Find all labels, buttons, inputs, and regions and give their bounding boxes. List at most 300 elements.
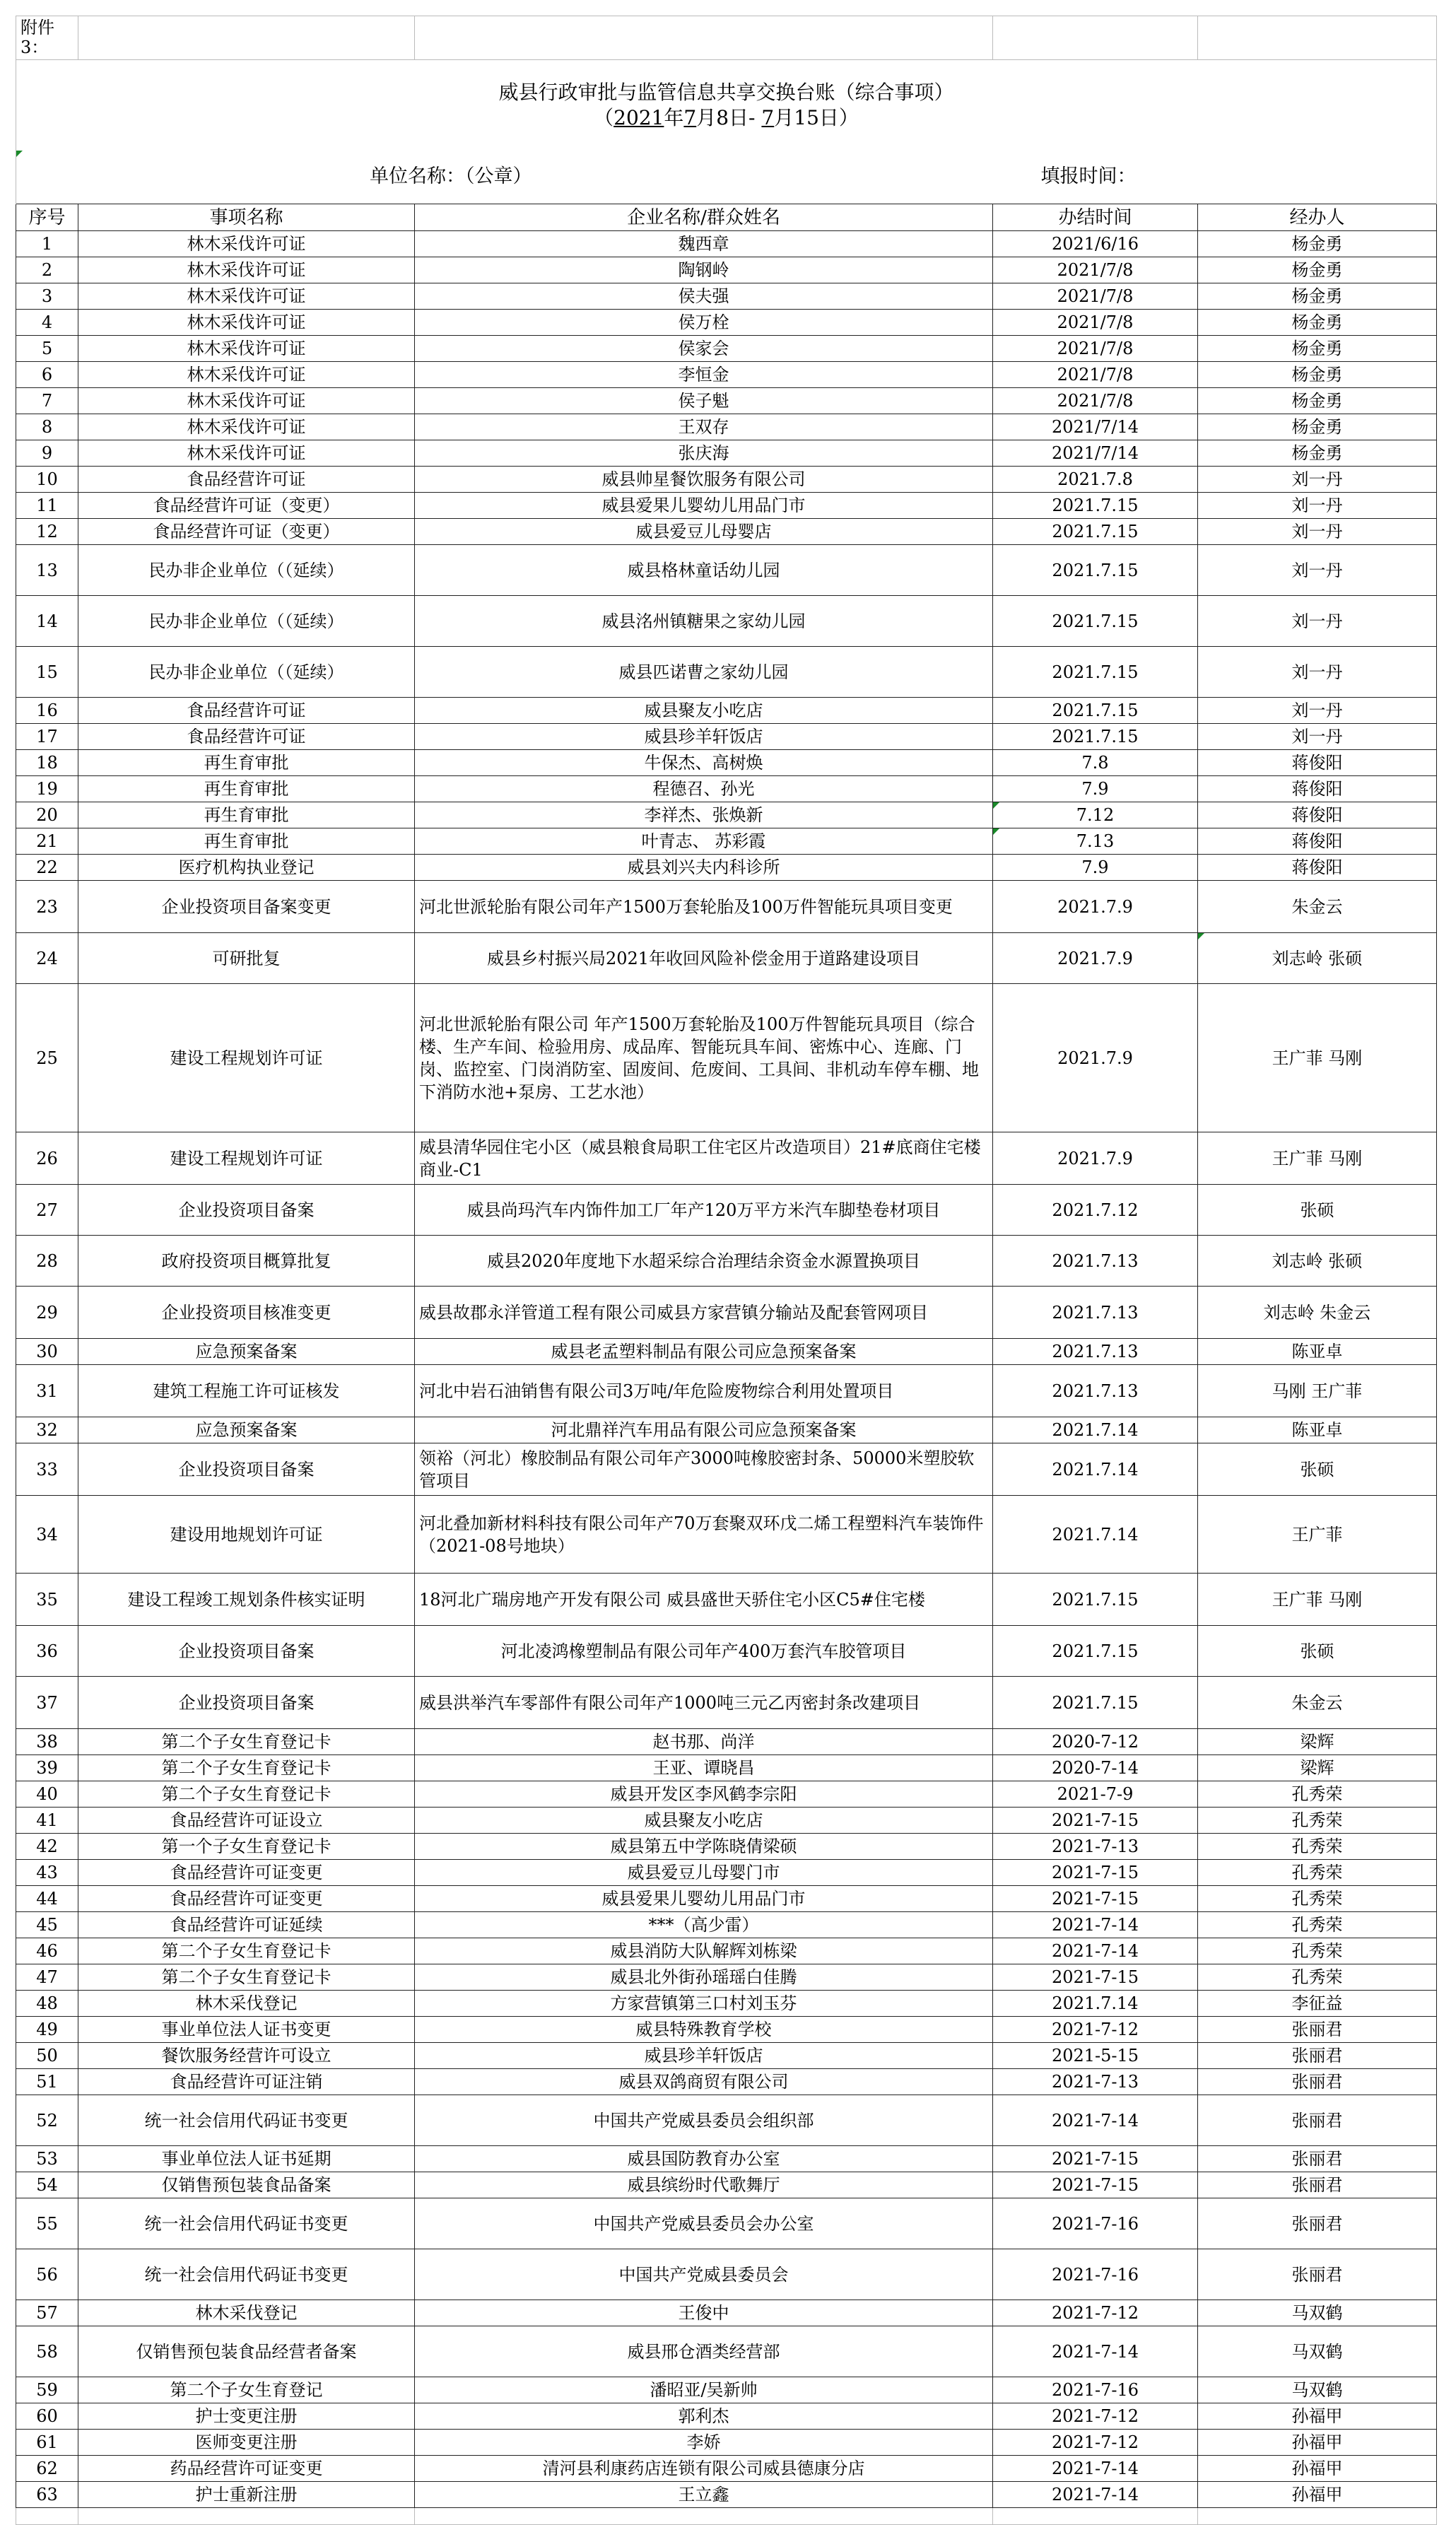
row-item-name: 第二个子女生育登记卡: [78, 1964, 415, 1991]
row-item-name: 再生育审批: [78, 828, 415, 855]
row-handler: 杨金勇: [1198, 310, 1437, 336]
row-item-name: 林木采伐许可证: [78, 257, 415, 283]
row-handler: 杨金勇: [1198, 283, 1437, 310]
row-date: 2021-7-15: [993, 1886, 1198, 1912]
row-date: 2021.7.15: [993, 545, 1198, 596]
row-item-name: 应急预案备案: [78, 1417, 415, 1443]
row-index: 12: [16, 519, 78, 545]
row-handler: 张丽君: [1198, 2043, 1437, 2069]
table-row: [16, 1626, 1437, 1677]
table-row: [16, 1755, 1437, 1781]
row-handler: 杨金勇: [1198, 336, 1437, 362]
row-date: 2021-7-14: [993, 2326, 1198, 2377]
table-row: [16, 750, 1437, 776]
row-handler: 张丽君: [1198, 2172, 1437, 2198]
row-entity-name: 威县爱果儿婴幼儿用品门市: [415, 1886, 993, 1912]
row-index: 24: [16, 933, 78, 984]
table-row: [16, 2146, 1437, 2172]
row-handler: 陈亚卓: [1198, 1417, 1437, 1443]
table-row: [16, 1729, 1437, 1755]
header-row: [16, 204, 1437, 231]
row-handler: 王广菲 马刚: [1198, 984, 1437, 1132]
table-row: [16, 828, 1437, 855]
row-item-name: 建设工程规划许可证: [78, 1132, 415, 1185]
row-item-name: 食品经营许可证（变更）: [78, 519, 415, 545]
row-handler: 马刚 王广菲: [1198, 1365, 1437, 1417]
row-index: 2: [16, 257, 78, 283]
row-item-name: 林木采伐许可证: [78, 414, 415, 440]
row-date: 2021-7-12: [993, 2300, 1198, 2326]
row-date: 2021.7.15: [993, 493, 1198, 519]
row-date: 2021-7-13: [993, 1834, 1198, 1860]
row-handler: 张丽君: [1198, 2095, 1437, 2146]
row-index: 9: [16, 440, 78, 467]
row-entity-name: 威县老孟塑料制品有限公司应急预案备案: [415, 1339, 993, 1365]
row-entity-name: 侯子魁: [415, 388, 993, 414]
row-date: 2021.7.12: [993, 1185, 1198, 1236]
row-index: 44: [16, 1886, 78, 1912]
table-row: [16, 1860, 1437, 1886]
table-row: [16, 1964, 1437, 1991]
row-handler: 王广菲 马刚: [1198, 1132, 1437, 1185]
row-date: 2021/7/14: [993, 414, 1198, 440]
table-row: [16, 1185, 1437, 1236]
row-date: 2021/7/8: [993, 257, 1198, 283]
table-row: [16, 2172, 1437, 2198]
table-row: [16, 1781, 1437, 1808]
row-handler: 蒋俊阳: [1198, 828, 1437, 855]
row-item-name: 企业投资项目核准变更: [78, 1287, 415, 1339]
row-index: 63: [16, 2482, 78, 2508]
row-date: 2021.7.15: [993, 596, 1198, 647]
row-date: 2021-7-16: [993, 2249, 1198, 2300]
row-index: 5: [16, 336, 78, 362]
row-date: 2021-7-14: [993, 1912, 1198, 1938]
row-item-name: 统一社会信用代码证书变更: [78, 2198, 415, 2249]
row-item-name: 第二个子女生育登记卡: [78, 1781, 415, 1808]
row-date: 7.13: [993, 828, 1198, 855]
table-row: [16, 1132, 1437, 1185]
row-index: 60: [16, 2403, 78, 2430]
row-entity-name: 河北世派轮胎有限公司 年产1500万套轮胎及100万件智能玩具项目（综合楼、生产车间、检验用房、成品库、智能玩具车间、密炼中心、连廊、门岗、监控室、门岗消防室、固废间、危废间、工具间、非机动车停车棚、地下消防水池+泵房、工艺水池）: [415, 984, 993, 1132]
row-entity-name: 中国共产党威县委员会: [415, 2249, 993, 2300]
row-handler: 刘一丹: [1198, 647, 1437, 698]
row-handler: 杨金勇: [1198, 414, 1437, 440]
row-index: 61: [16, 2430, 78, 2456]
row-entity-name: 程德召、孙光: [415, 776, 993, 802]
row-index: 42: [16, 1834, 78, 1860]
table-row: [16, 855, 1437, 881]
row-item-name: 建筑工程施工许可证核发: [78, 1365, 415, 1417]
table-row: [16, 1496, 1437, 1574]
row-handler: 刘一丹: [1198, 467, 1437, 493]
row-date: 2021.7.15: [993, 1574, 1198, 1626]
row-item-name: 企业投资项目备案变更: [78, 881, 415, 933]
row-date: 2021-7-13: [993, 2069, 1198, 2095]
row-index: 4: [16, 310, 78, 336]
table-row: [16, 1808, 1437, 1834]
row-item-name: 再生育审批: [78, 802, 415, 828]
row-handler: 张丽君: [1198, 2069, 1437, 2095]
row-handler: 刘一丹: [1198, 724, 1437, 750]
row-item-name: 企业投资项目备案: [78, 1677, 415, 1729]
row-item-name: 药品经营许可证变更: [78, 2456, 415, 2482]
row-item-name: 食品经营许可证设立: [78, 1808, 415, 1834]
title-row: [16, 60, 1437, 151]
table-row: [16, 2069, 1437, 2095]
row-handler: 张丽君: [1198, 2249, 1437, 2300]
row-item-name: 食品经营许可证变更: [78, 1860, 415, 1886]
row-entity-name: 河北中岩石油销售有限公司3万吨/年危险废物综合利用处置项目: [415, 1365, 993, 1417]
row-item-name: 食品经营许可证延续: [78, 1912, 415, 1938]
row-entity-name: 威县第五中学陈晓倩梁硕: [415, 1834, 993, 1860]
row-index: 1: [16, 231, 78, 257]
row-entity-name: 侯家会: [415, 336, 993, 362]
table-row: [16, 2403, 1437, 2430]
row-date: 2021.7.13: [993, 1339, 1198, 1365]
row-index: 26: [16, 1132, 78, 1185]
header-index: 序号: [16, 204, 78, 231]
row-item-name: 再生育审批: [78, 750, 415, 776]
row-index: 14: [16, 596, 78, 647]
table-row: [16, 724, 1437, 750]
row-entity-name: 威县双鸽商贸有限公司: [415, 2069, 993, 2095]
row-handler: 刘一丹: [1198, 545, 1437, 596]
row-date: 2021.7.15: [993, 519, 1198, 545]
row-handler: 李征益: [1198, 1991, 1437, 2017]
row-item-name: 食品经营许可证（变更）: [78, 493, 415, 519]
row-date: 2021/7/8: [993, 283, 1198, 310]
row-index: 34: [16, 1496, 78, 1574]
row-index: 13: [16, 545, 78, 596]
row-handler: 蒋俊阳: [1198, 855, 1437, 881]
row-index: 30: [16, 1339, 78, 1365]
row-date: 2021-7-15: [993, 1964, 1198, 1991]
row-entity-name: 叶青志、 苏彩霞: [415, 828, 993, 855]
row-item-name: 政府投资项目概算批复: [78, 1236, 415, 1287]
table-row: [16, 2017, 1437, 2043]
row-item-name: 林木采伐许可证: [78, 231, 415, 257]
header-item: 事项名称: [78, 204, 415, 231]
table-row: [16, 545, 1437, 596]
row-handler: 孔秀荣: [1198, 1808, 1437, 1834]
row-date: 2021.7.14: [993, 1991, 1198, 2017]
row-date: 2021.7.15: [993, 724, 1198, 750]
row-index: 33: [16, 1443, 78, 1496]
row-index: 7: [16, 388, 78, 414]
row-handler: 王广菲 马刚: [1198, 1574, 1437, 1626]
row-index: 47: [16, 1964, 78, 1991]
row-item-name: 民办非企业单位（（延续）: [78, 647, 415, 698]
row-index: 53: [16, 2146, 78, 2172]
row-item-name: 食品经营许可证变更: [78, 1886, 415, 1912]
row-handler: 孙福甲: [1198, 2403, 1437, 2430]
ledger-table: [16, 16, 1437, 2525]
row-index: 49: [16, 2017, 78, 2043]
row-entity-name: 威县匹诺曹之家幼儿园: [415, 647, 993, 698]
row-entity-name: 威县故郡永洋管道工程有限公司威县方家营镇分输站及配套管网项目: [415, 1287, 993, 1339]
table-row: [16, 2043, 1437, 2069]
row-index: 48: [16, 1991, 78, 2017]
row-item-name: 第二个子女生育登记卡: [78, 1729, 415, 1755]
row-entity-name: 王俊中: [415, 2300, 993, 2326]
row-date: 7.9: [993, 776, 1198, 802]
row-index: 39: [16, 1755, 78, 1781]
row-item-name: 企业投资项目备案: [78, 1626, 415, 1677]
row-date: 2021/7/8: [993, 310, 1198, 336]
table-row: [16, 647, 1437, 698]
ledger-period: （2021年7月8日- 7月15日）: [594, 105, 859, 129]
table-row: [16, 414, 1437, 440]
row-item-name: 企业投资项目备案: [78, 1185, 415, 1236]
row-date: 2021.7.9: [993, 933, 1198, 984]
row-handler: 张硕: [1198, 1185, 1437, 1236]
row-date: 2021-7-15: [993, 1808, 1198, 1834]
table-row: [16, 1287, 1437, 1339]
row-index: 20: [16, 802, 78, 828]
row-index: 58: [16, 2326, 78, 2377]
row-item-name: 护士变更注册: [78, 2403, 415, 2430]
row-item-name: 第二个子女生育登记卡: [78, 1938, 415, 1964]
row-entity-name: 威县国防教育办公室: [415, 2146, 993, 2172]
row-item-name: 林木采伐登记: [78, 2300, 415, 2326]
row-entity-name: 18河北广瑞房地产开发有限公司 威县盛世天骄住宅小区C5#住宅楼: [415, 1574, 993, 1626]
row-entity-name: 河北世派轮胎有限公司年产1500万套轮胎及100万件智能玩具项目变更: [415, 881, 993, 933]
row-index: 28: [16, 1236, 78, 1287]
table-row: [16, 596, 1437, 647]
row-entity-name: 方家营镇第三口村刘玉芬: [415, 1991, 993, 2017]
row-index: 16: [16, 698, 78, 724]
row-index: 18: [16, 750, 78, 776]
unit-name-label: 单位名称：（公章）: [370, 165, 532, 188]
row-item-name: 事业单位法人证书延期: [78, 2146, 415, 2172]
row-entity-name: 李恒金: [415, 362, 993, 388]
row-index: 25: [16, 984, 78, 1132]
row-entity-name: 威县帅星餐饮服务有限公司: [415, 467, 993, 493]
row-entity-name: 威县珍羊轩饭店: [415, 724, 993, 750]
row-entity-name: 威县格林童话幼儿园: [415, 545, 993, 596]
row-index: 22: [16, 855, 78, 881]
row-date: 2020-7-14: [993, 1755, 1198, 1781]
row-item-name: 应急预案备案: [78, 1339, 415, 1365]
row-item-name: 统一社会信用代码证书变更: [78, 2095, 415, 2146]
row-handler: 刘一丹: [1198, 493, 1437, 519]
row-handler: 刘一丹: [1198, 698, 1437, 724]
row-entity-name: 威县清华园住宅小区（威县粮食局职工住宅区片改造项目）21#底商住宅楼商业-C1: [415, 1132, 993, 1185]
row-index: 55: [16, 2198, 78, 2249]
row-entity-name: 威县消防大队解辉刘栋梁: [415, 1938, 993, 1964]
row-date: 2021/7/14: [993, 440, 1198, 467]
table-row: [16, 1339, 1437, 1365]
row-item-name: 医师变更注册: [78, 2430, 415, 2456]
row-item-name: 林木采伐许可证: [78, 310, 415, 336]
row-handler: 孔秀荣: [1198, 1912, 1437, 1938]
table-row: [16, 1574, 1437, 1626]
row-index: 11: [16, 493, 78, 519]
row-handler: 蒋俊阳: [1198, 776, 1437, 802]
row-handler: 朱金云: [1198, 1677, 1437, 1729]
row-index: 50: [16, 2043, 78, 2069]
table-row: [16, 519, 1437, 545]
row-entity-name: 威县爱果儿婴幼儿用品门市: [415, 493, 993, 519]
table-row: [16, 1417, 1437, 1443]
row-index: 62: [16, 2456, 78, 2482]
table-row: [16, 467, 1437, 493]
row-item-name: 建设工程规划许可证: [78, 984, 415, 1132]
row-date: 2021/7/8: [993, 336, 1198, 362]
row-item-name: 林木采伐许可证: [78, 336, 415, 362]
row-entity-name: 威县珍羊轩饭店: [415, 2043, 993, 2069]
row-entity-name: 侯万栓: [415, 310, 993, 336]
row-index: 10: [16, 467, 78, 493]
row-date: 2021.7.8: [993, 467, 1198, 493]
row-date: 2021.7.9: [993, 1132, 1198, 1185]
row-date: 2021-5-15: [993, 2043, 1198, 2069]
table-row: [16, 336, 1437, 362]
row-index: 15: [16, 647, 78, 698]
header-entity: 企业名称/群众姓名: [415, 204, 993, 231]
row-item-name: 企业投资项目备案: [78, 1443, 415, 1496]
table-row: [16, 933, 1437, 984]
row-date: 2021/6/16: [993, 231, 1198, 257]
table-row: [16, 776, 1437, 802]
row-handler: 孔秀荣: [1198, 1886, 1437, 1912]
row-item-name: 仅销售预包装食品经营者备案: [78, 2326, 415, 2377]
row-entity-name: 威县北外街孙瑶瑶白佳腾: [415, 1964, 993, 1991]
row-handler: 孔秀荣: [1198, 1938, 1437, 1964]
row-handler: 刘志岭 张硕: [1198, 933, 1437, 984]
row-index: 38: [16, 1729, 78, 1755]
row-index: 59: [16, 2377, 78, 2403]
row-handler: 张丽君: [1198, 2017, 1437, 2043]
row-handler: 孔秀荣: [1198, 1964, 1437, 1991]
row-date: 2020-7-12: [993, 1729, 1198, 1755]
row-entity-name: 侯夫强: [415, 283, 993, 310]
row-date: 2021-7-14: [993, 2482, 1198, 2508]
row-item-name: 食品经营许可证: [78, 698, 415, 724]
table-row: [16, 2095, 1437, 2146]
attachment-label: 附件3：: [16, 16, 78, 60]
row-date: 2021.7.13: [993, 1236, 1198, 1287]
row-handler: 张硕: [1198, 1443, 1437, 1496]
row-item-name: 民办非企业单位（（延续）: [78, 545, 415, 596]
row-date: 2021.7.15: [993, 647, 1198, 698]
row-entity-name: 威县乡村振兴局2021年收回风险补偿金用于道路建设项目: [415, 933, 993, 984]
row-index: 3: [16, 283, 78, 310]
row-entity-name: 威县尚玛汽车内饰件加工厂年产120万平方米汽车脚垫卷材项目: [415, 1185, 993, 1236]
row-item-name: 建设工程竣工规划条件核实证明: [78, 1574, 415, 1626]
row-index: 41: [16, 1808, 78, 1834]
table-row: [16, 1365, 1437, 1417]
row-handler: 张丽君: [1198, 2198, 1437, 2249]
row-index: 31: [16, 1365, 78, 1417]
row-date: 2021-7-15: [993, 1860, 1198, 1886]
row-index: 52: [16, 2095, 78, 2146]
row-index: 27: [16, 1185, 78, 1236]
row-index: 6: [16, 362, 78, 388]
row-item-name: 民办非企业单位（（延续）: [78, 596, 415, 647]
row-entity-name: ***（高少雷）: [415, 1912, 993, 1938]
row-entity-name: 张庆海: [415, 440, 993, 467]
row-date: 2021-7-14: [993, 2095, 1198, 2146]
row-entity-name: 威县洺州镇糖果之家幼儿园: [415, 596, 993, 647]
row-entity-name: 领裕（河北）橡胶制品有限公司年产3000吨橡胶密封条、50000米塑胶软管项目: [415, 1443, 993, 1496]
row-entity-name: 威县聚友小吃店: [415, 1808, 993, 1834]
table-row: [16, 881, 1437, 933]
row-item-name: 食品经营许可证注销: [78, 2069, 415, 2095]
row-date: 2021.7.15: [993, 1626, 1198, 1677]
table-row: [16, 1912, 1437, 1938]
row-index: 37: [16, 1677, 78, 1729]
table-row: [16, 802, 1437, 828]
row-handler: 杨金勇: [1198, 362, 1437, 388]
table-row: [16, 2456, 1437, 2482]
row-entity-name: 威县聚友小吃店: [415, 698, 993, 724]
table-row: [16, 2326, 1437, 2377]
table-row: [16, 2249, 1437, 2300]
row-handler: 王广菲: [1198, 1496, 1437, 1574]
row-date: 2021.7.14: [993, 1417, 1198, 1443]
row-entity-name: 威县爱豆儿母婴门市: [415, 1860, 993, 1886]
table-row: [16, 984, 1437, 1132]
row-date: 2021.7.15: [993, 698, 1198, 724]
row-date: 2021/7/8: [993, 388, 1198, 414]
table-row: [16, 283, 1437, 310]
row-entity-name: 威县开发区李风鹤李宗阳: [415, 1781, 993, 1808]
table-row: [16, 257, 1437, 283]
table-row: [16, 1834, 1437, 1860]
row-handler: 朱金云: [1198, 881, 1437, 933]
row-entity-name: 潘昭亚/吴新帅: [415, 2377, 993, 2403]
row-item-name: 第二个子女生育登记卡: [78, 1755, 415, 1781]
fill-date-label: 填报时间：: [1040, 165, 1137, 188]
row-date: 2021.7.14: [993, 1496, 1198, 1574]
row-date: 2021.7.9: [993, 984, 1198, 1132]
row-entity-name: 威县特殊教育学校: [415, 2017, 993, 2043]
row-item-name: 林木采伐许可证: [78, 440, 415, 467]
row-index: 40: [16, 1781, 78, 1808]
row-date: 2021.7.15: [993, 1677, 1198, 1729]
row-index: 54: [16, 2172, 78, 2198]
row-index: 17: [16, 724, 78, 750]
row-item-name: 第一个子女生育登记卡: [78, 1834, 415, 1860]
row-entity-name: 魏西章: [415, 231, 993, 257]
row-item-name: 再生育审批: [78, 776, 415, 802]
row-date: 2021-7-14: [993, 2456, 1198, 2482]
row-entity-name: 河北叠加新材料科技有限公司年产70万套聚双环戊二烯工程塑料汽车装饰件（2021-08号地块）: [415, 1496, 993, 1574]
row-index: 8: [16, 414, 78, 440]
row-handler: 孙福甲: [1198, 2482, 1437, 2508]
row-item-name: 统一社会信用代码证书变更: [78, 2249, 415, 2300]
row-item-name: 第二个子女生育登记: [78, 2377, 415, 2403]
row-handler: 刘志岭 朱金云: [1198, 1287, 1437, 1339]
row-date: 2021/7/8: [993, 362, 1198, 388]
row-item-name: 可研批复: [78, 933, 415, 984]
row-item-name: 林木采伐许可证: [78, 388, 415, 414]
row-handler: 孔秀荣: [1198, 1860, 1437, 1886]
row-item-name: 建设用地规划许可证: [78, 1496, 415, 1574]
row-date: 2021-7-16: [993, 2377, 1198, 2403]
ledger-title: 威县行政审批与监管信息共享交换台账（综合事项）: [498, 80, 954, 104]
row-entity-name: 河北凌鸿橡塑制品有限公司年产400万套汽车胶管项目: [415, 1626, 993, 1677]
row-index: 36: [16, 1626, 78, 1677]
table-row: [16, 2198, 1437, 2249]
row-entity-name: 威县邢仓酒类经营部: [415, 2326, 993, 2377]
row-handler: 杨金勇: [1198, 231, 1437, 257]
row-entity-name: 李祥杰、张焕新: [415, 802, 993, 828]
row-date: 2021-7-12: [993, 2430, 1198, 2456]
row-index: 23: [16, 881, 78, 933]
